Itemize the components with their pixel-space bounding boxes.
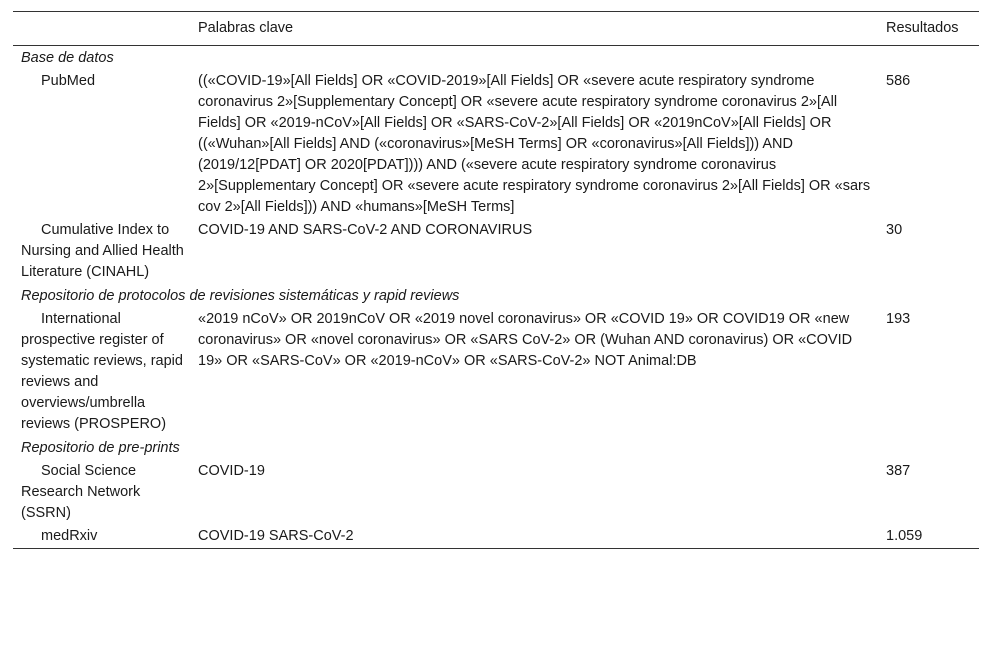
table-row (13, 219, 979, 284)
source-name: International prospective register of systematic reviews, rapid reviews and overviews/umbrella reviews (PROSPERO) (21, 311, 183, 432)
results-cell: 387 (886, 463, 911, 479)
keywords-cell: COVID-19 SARS-CoV-2 (198, 528, 354, 544)
table-header-row (13, 12, 979, 46)
search-strategy-table (13, 11, 979, 549)
section-row (13, 436, 979, 460)
header-source (13, 12, 190, 46)
source-name: PubMed (41, 73, 96, 89)
table-row (13, 308, 979, 436)
header-results: Resultados (886, 20, 959, 36)
source-name: medRxiv (41, 528, 98, 544)
keywords-cell: ((«COVID-19»[All Fields] OR «COVID-2019»[All Fields] OR «severe acute respiratory syndrome coronavirus 2»[Supplementary Concept] OR «severe acute respiratory syndrome coronavirus 2»[All Fields] OR «2019-nCoV»[All Fields] OR «SARS-CoV-2»[All Fields] OR «2019nCoV»[All Fields] OR ((«Wuhan»[All Fields] AND («coronavirus»[MeSH Terms] OR «coronavirus»[All Fields])) AND (2019/12[PDAT] OR 2020[PDAT]))) AND («severe acute respiratory syndrome coronavirus 2»[Supplementary Concept] OR «severe acute respiratory syndrome coronavirus 2»[All Fields] OR «sars cov 2»[All Fields])) AND «humans»[MeSH Terms] (198, 73, 871, 215)
results-cell: 1.059 (886, 528, 923, 544)
section-title: Base de datos (21, 50, 114, 66)
results-cell: 30 (886, 222, 903, 238)
section-title: Repositorio de protocolos de revisiones sistemáticas y rapid reviews (21, 288, 460, 304)
table-row (13, 525, 979, 549)
results-cell: 193 (886, 311, 911, 327)
results-cell: 586 (886, 73, 911, 89)
section-row (13, 284, 979, 308)
keywords-cell: «2019 nCoV» OR 2019nCoV OR «2019 novel coronavirus» OR «COVID 19» OR COVID19 OR «new coronavirus» OR «novel coronavirus» OR «SARS CoV-2» OR (Wuhan AND coronavirus) OR «COVID 19» OR «SARS-CoV» OR «2019-nCoV» OR «SARS-CoV-2» NOT Animal:DB (198, 311, 853, 369)
keywords-cell: COVID-19 (198, 463, 265, 479)
section-title: Repositorio de pre-prints (21, 440, 180, 456)
source-name: Social Science Research Network (SSRN) (21, 463, 141, 521)
source-name: Cumulative Index to Nursing and Allied Health Literature (CINAHL) (21, 222, 184, 280)
header-keywords: Palabras clave (198, 20, 294, 36)
keywords-cell: COVID-19 AND SARS-CoV-2 AND CORONAVIRUS (198, 222, 533, 238)
table-row (13, 460, 979, 525)
section-row (13, 46, 979, 71)
table-row (13, 70, 979, 219)
